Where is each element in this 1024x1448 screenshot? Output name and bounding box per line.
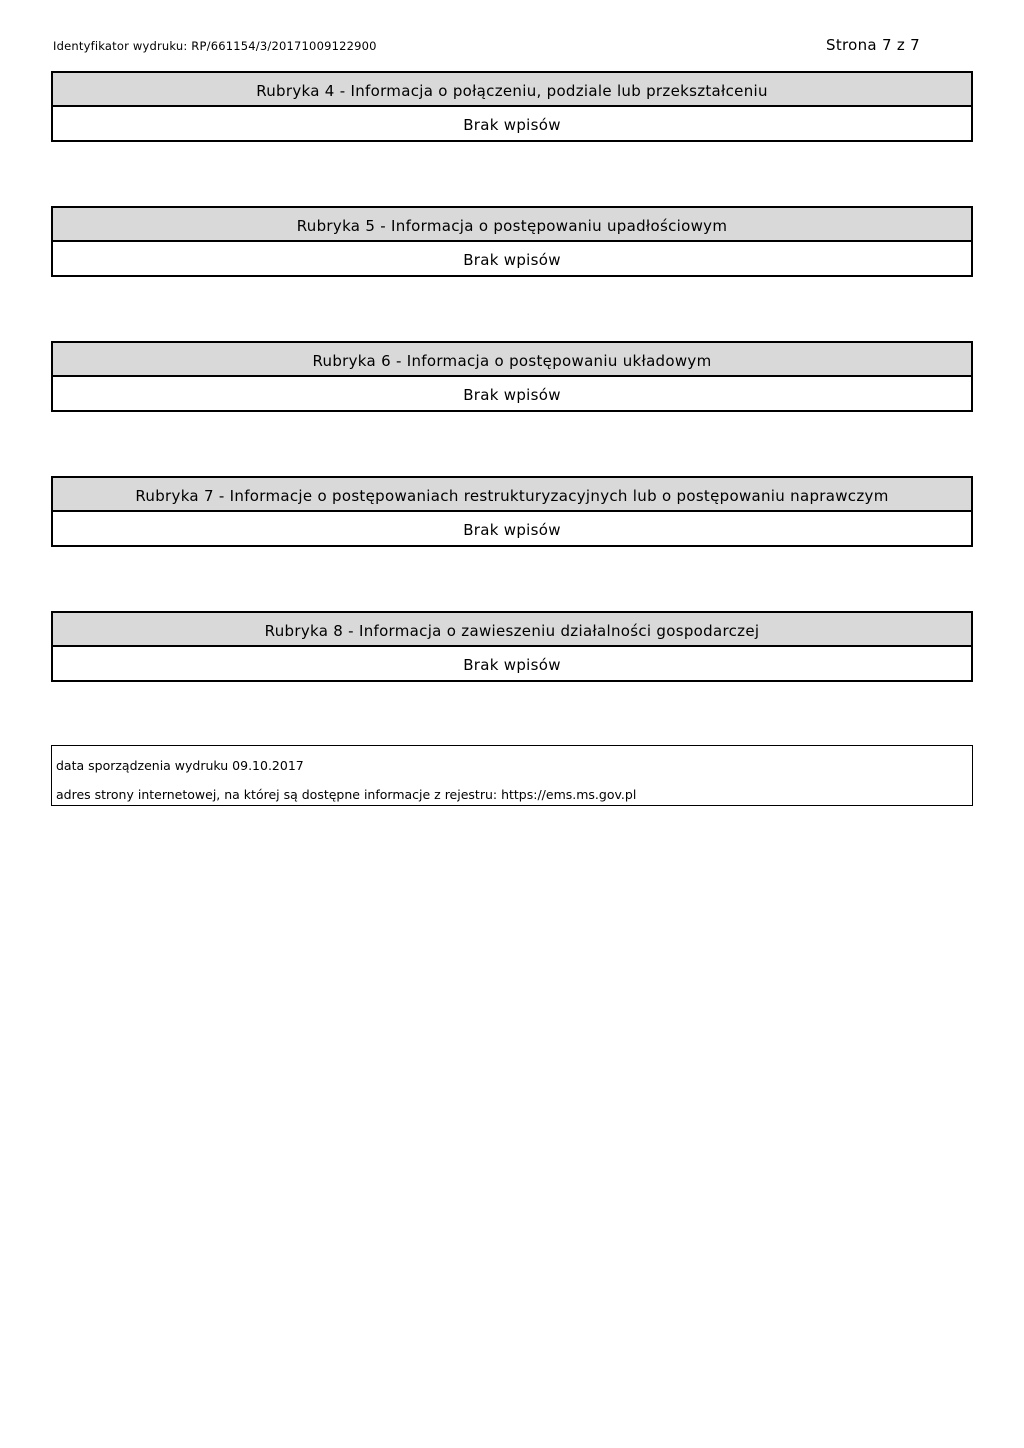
rubric-7-title: Rubryka 7 - Informacje o postępowaniach restrukturyzacyjnych lub o postępowaniu naprawczym bbox=[53, 478, 971, 512]
print-info-box bbox=[51, 745, 973, 806]
page-number: Strona 7 z 7 bbox=[826, 36, 920, 54]
rubric-4-content: Brak wpisów bbox=[463, 115, 561, 134]
rubric-7-section bbox=[51, 476, 973, 547]
rubric-6-section bbox=[51, 341, 973, 412]
rubric-4-section bbox=[51, 71, 973, 142]
rubric-6-content: Brak wpisów bbox=[463, 385, 561, 404]
rubric-8-content: Brak wpisów bbox=[463, 655, 561, 674]
rubric-5-section bbox=[51, 206, 973, 277]
rubric-5-title: Rubryka 5 - Informacja o postępowaniu upadłościowym bbox=[53, 208, 971, 242]
print-date: data sporządzenia wydruku 09.10.2017 bbox=[56, 758, 304, 773]
rubric-6-title: Rubryka 6 - Informacja o postępowaniu układowym bbox=[53, 343, 971, 377]
registry-website-info: adres strony internetowej, na której są dostępne informacje z rejestru: https://ems.ms.gov.pl bbox=[56, 787, 637, 802]
rubric-8-title: Rubryka 8 - Informacja o zawieszeniu działalności gospodarczej bbox=[53, 613, 971, 647]
rubric-4-title: Rubryka 4 - Informacja o połączeniu, podziale lub przekształceniu bbox=[53, 73, 971, 107]
rubric-7-content: Brak wpisów bbox=[463, 520, 561, 539]
rubric-5-content: Brak wpisów bbox=[463, 250, 561, 269]
rubric-8-section bbox=[51, 611, 973, 682]
print-identifier: Identyfikator wydruku: RP/661154/3/20171009122900 bbox=[53, 39, 377, 53]
